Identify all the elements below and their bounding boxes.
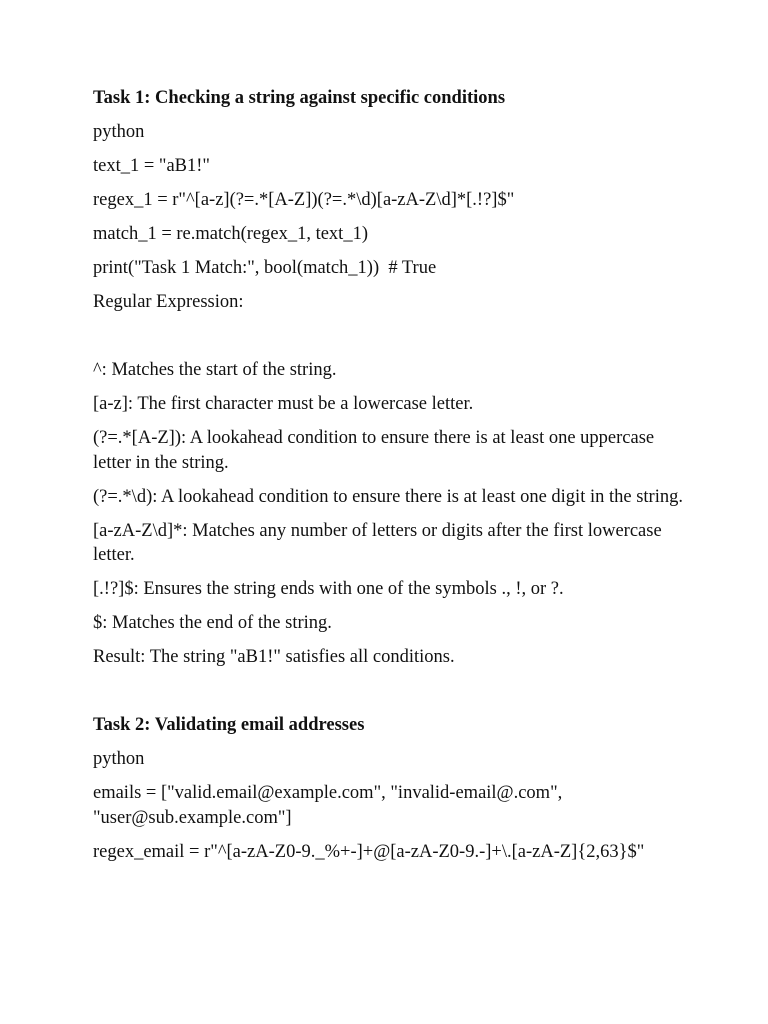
task1-code-line-1: text_1 = "aB1!"	[93, 156, 210, 176]
task1-result: Result: The string "aB1!" satisfies all conditions.	[93, 647, 455, 667]
task1-code-line-3: match_1 = re.match(regex_1, text_1)	[93, 224, 368, 244]
task1-code-line-4: print("Task 1 Match:", bool(match_1)) # True	[93, 258, 437, 278]
task1-code-line-2: regex_1 = r"^[a-z](?=.*[A-Z])(?=.*\d)[a-zA-Z\d]*[.!?]$"	[93, 190, 515, 210]
regex-section-heading: Regular Expression:	[93, 292, 244, 312]
task1-language-label: python	[93, 122, 145, 142]
blank-line	[93, 324, 683, 349]
explanation-end-anchor: $: Matches the end of the string.	[93, 613, 332, 633]
task2-code-line-1: emails = ["valid.email@example.com", "invalid-email@.com", "user@sub.example.com"]	[93, 783, 567, 828]
explanation-uppercase-lookahead: (?=.*[A-Z]): A lookahead condition to ensure there is at least one uppercase letter in the string.	[93, 428, 659, 473]
task2-heading: Task 2: Validating email addresses	[93, 715, 365, 735]
task1-heading: Task 1: Checking a string against specific conditions	[93, 88, 506, 108]
explanation-digit-lookahead: (?=.*\d): A lookahead condition to ensure there is at least one digit in the string.	[93, 486, 683, 507]
explanation-ending-symbol: [.!?]$: Ensures the string ends with one of the symbols ., !, or ?.	[93, 579, 564, 599]
document-page	[93, 86, 683, 874]
blank-line	[93, 679, 683, 704]
explanation-letters-digits: [a-zA-Z\d]*: Matches any number of letters or digits after the first lowercase letter.	[93, 520, 667, 565]
explanation-start-anchor: ^: Matches the start of the string.	[93, 360, 337, 380]
task2-language-label: python	[93, 749, 145, 769]
task2-code-line-2: regex_email = r"^[a-zA-Z0-9._%+-]+@[a-zA-Z0-9.-]+\.[a-zA-Z]{2,63}$"	[93, 841, 645, 862]
explanation-first-char: [a-z]: The first character must be a lowercase letter.	[93, 394, 474, 414]
